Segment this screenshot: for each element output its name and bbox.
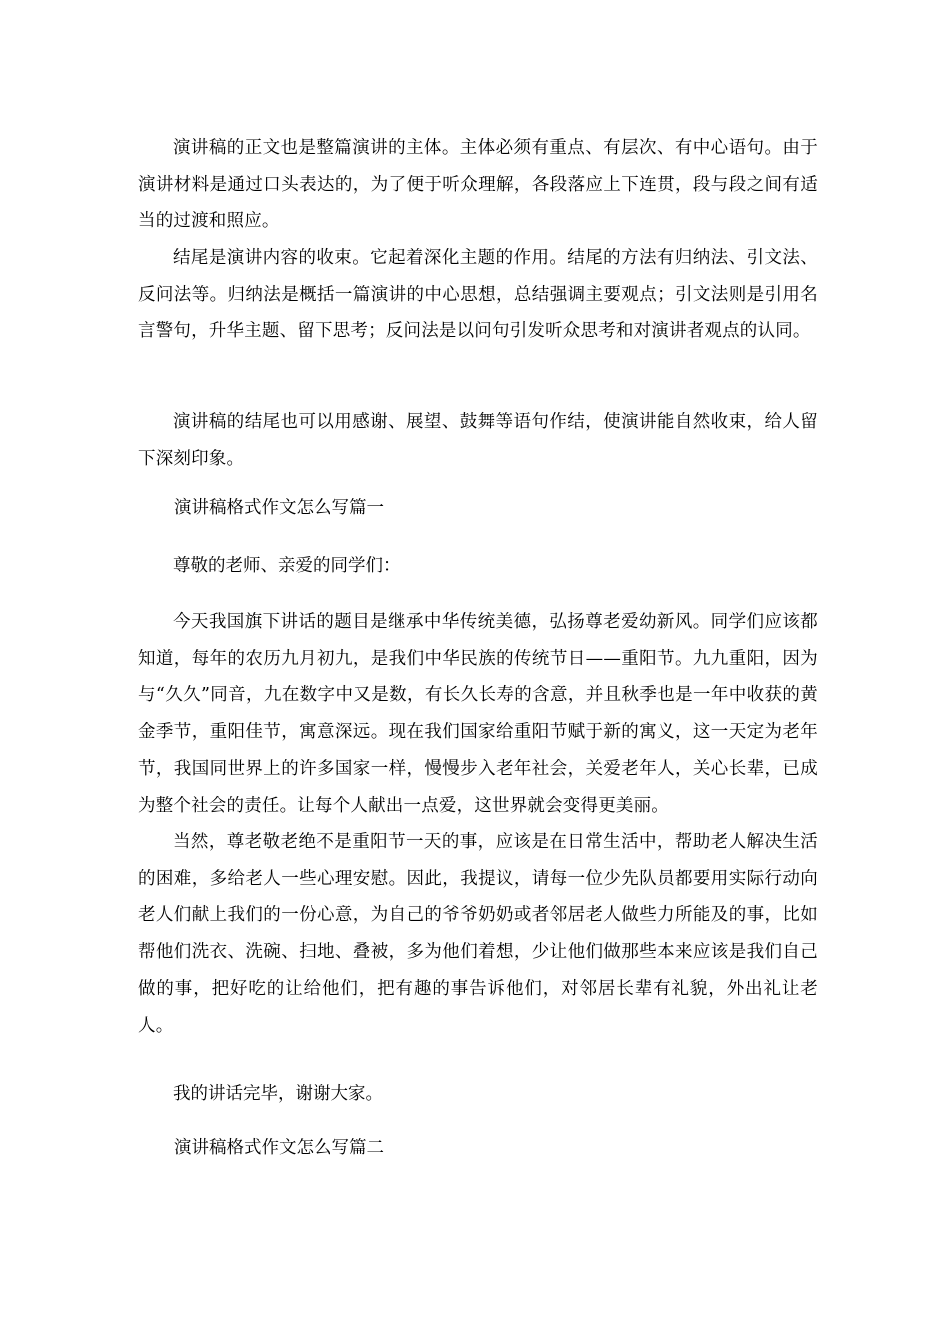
body-paragraph: 演讲稿的结尾也可以用感谢、展望、鼓舞等语句作结，使演讲能自然收束，给人留下深刻印象。 [138, 412, 818, 469]
salutation: 尊敬的老师、亲爱的同学们： [173, 556, 401, 576]
speech-paragraph: 今天我国旗下讲话的题目是继承中华传统美德，弘扬尊老爱幼新风。同学们应该都知道，每年的农历九月初九，是我们中华民族的传统节日——重阳节。九九重阳，因为与“久久”同音，九在数字中又是数，有长久长寿的含意，并且秋季也是一年中收获的黄金季节，重阳佳节，寓意深远。现在我们国家给重阳节赋于新的寓义，这一天定为老年节，我国同世界上的许多国家一样，慢慢步入老年社会，关爱老年人，关心长辈，已成为整个社会的责任。让每个人献出一点爱，这世界就会变得更美丽。 [138, 612, 818, 816]
section-heading: 演讲稿格式作文怎么写篇一 [174, 498, 384, 518]
body-paragraph: 结尾是演讲内容的收束。它起着深化主题的作用。结尾的方法有归纳法、引文法、反问法等。归纳法是概括一篇演讲的中心思想，总结强调主要观点；引文法则是引用名言警句，升华主题、留下思考；反问法是以问句引发听众思考和对演讲者观点的认同。 [138, 248, 818, 342]
body-paragraph: 演讲稿的正文也是整篇演讲的主体。主体必须有重点、有层次、有中心语句。由于演讲材料是通过口头表达的，为了便于听众理解，各段落应上下连贯，段与段之间有适当的过渡和照应。 [138, 138, 818, 232]
closing-line: 我的讲话完毕，谢谢大家。 [173, 1084, 383, 1104]
section-heading: 演讲稿格式作文怎么写篇二 [174, 1138, 384, 1158]
speech-paragraph: 当然，尊老敬老绝不是重阳节一天的事，应该是在日常生活中，帮助老人解决生活的困难，多给老人一些心理安慰。因此，我提议，请每一位少先队员都要用实际行动向老人们献上我们的一份心意，为自己的爷爷奶奶或者邻居老人做些力所能及的事，比如帮他们洗衣、洗碗、扫地、叠被，多为他们着想，少让他们做那些本来应该是我们自己做的事，把好吃的让给他们，把有趣的事告诉他们，对邻居长辈有礼貌，外出礼让老人。 [138, 832, 818, 1036]
